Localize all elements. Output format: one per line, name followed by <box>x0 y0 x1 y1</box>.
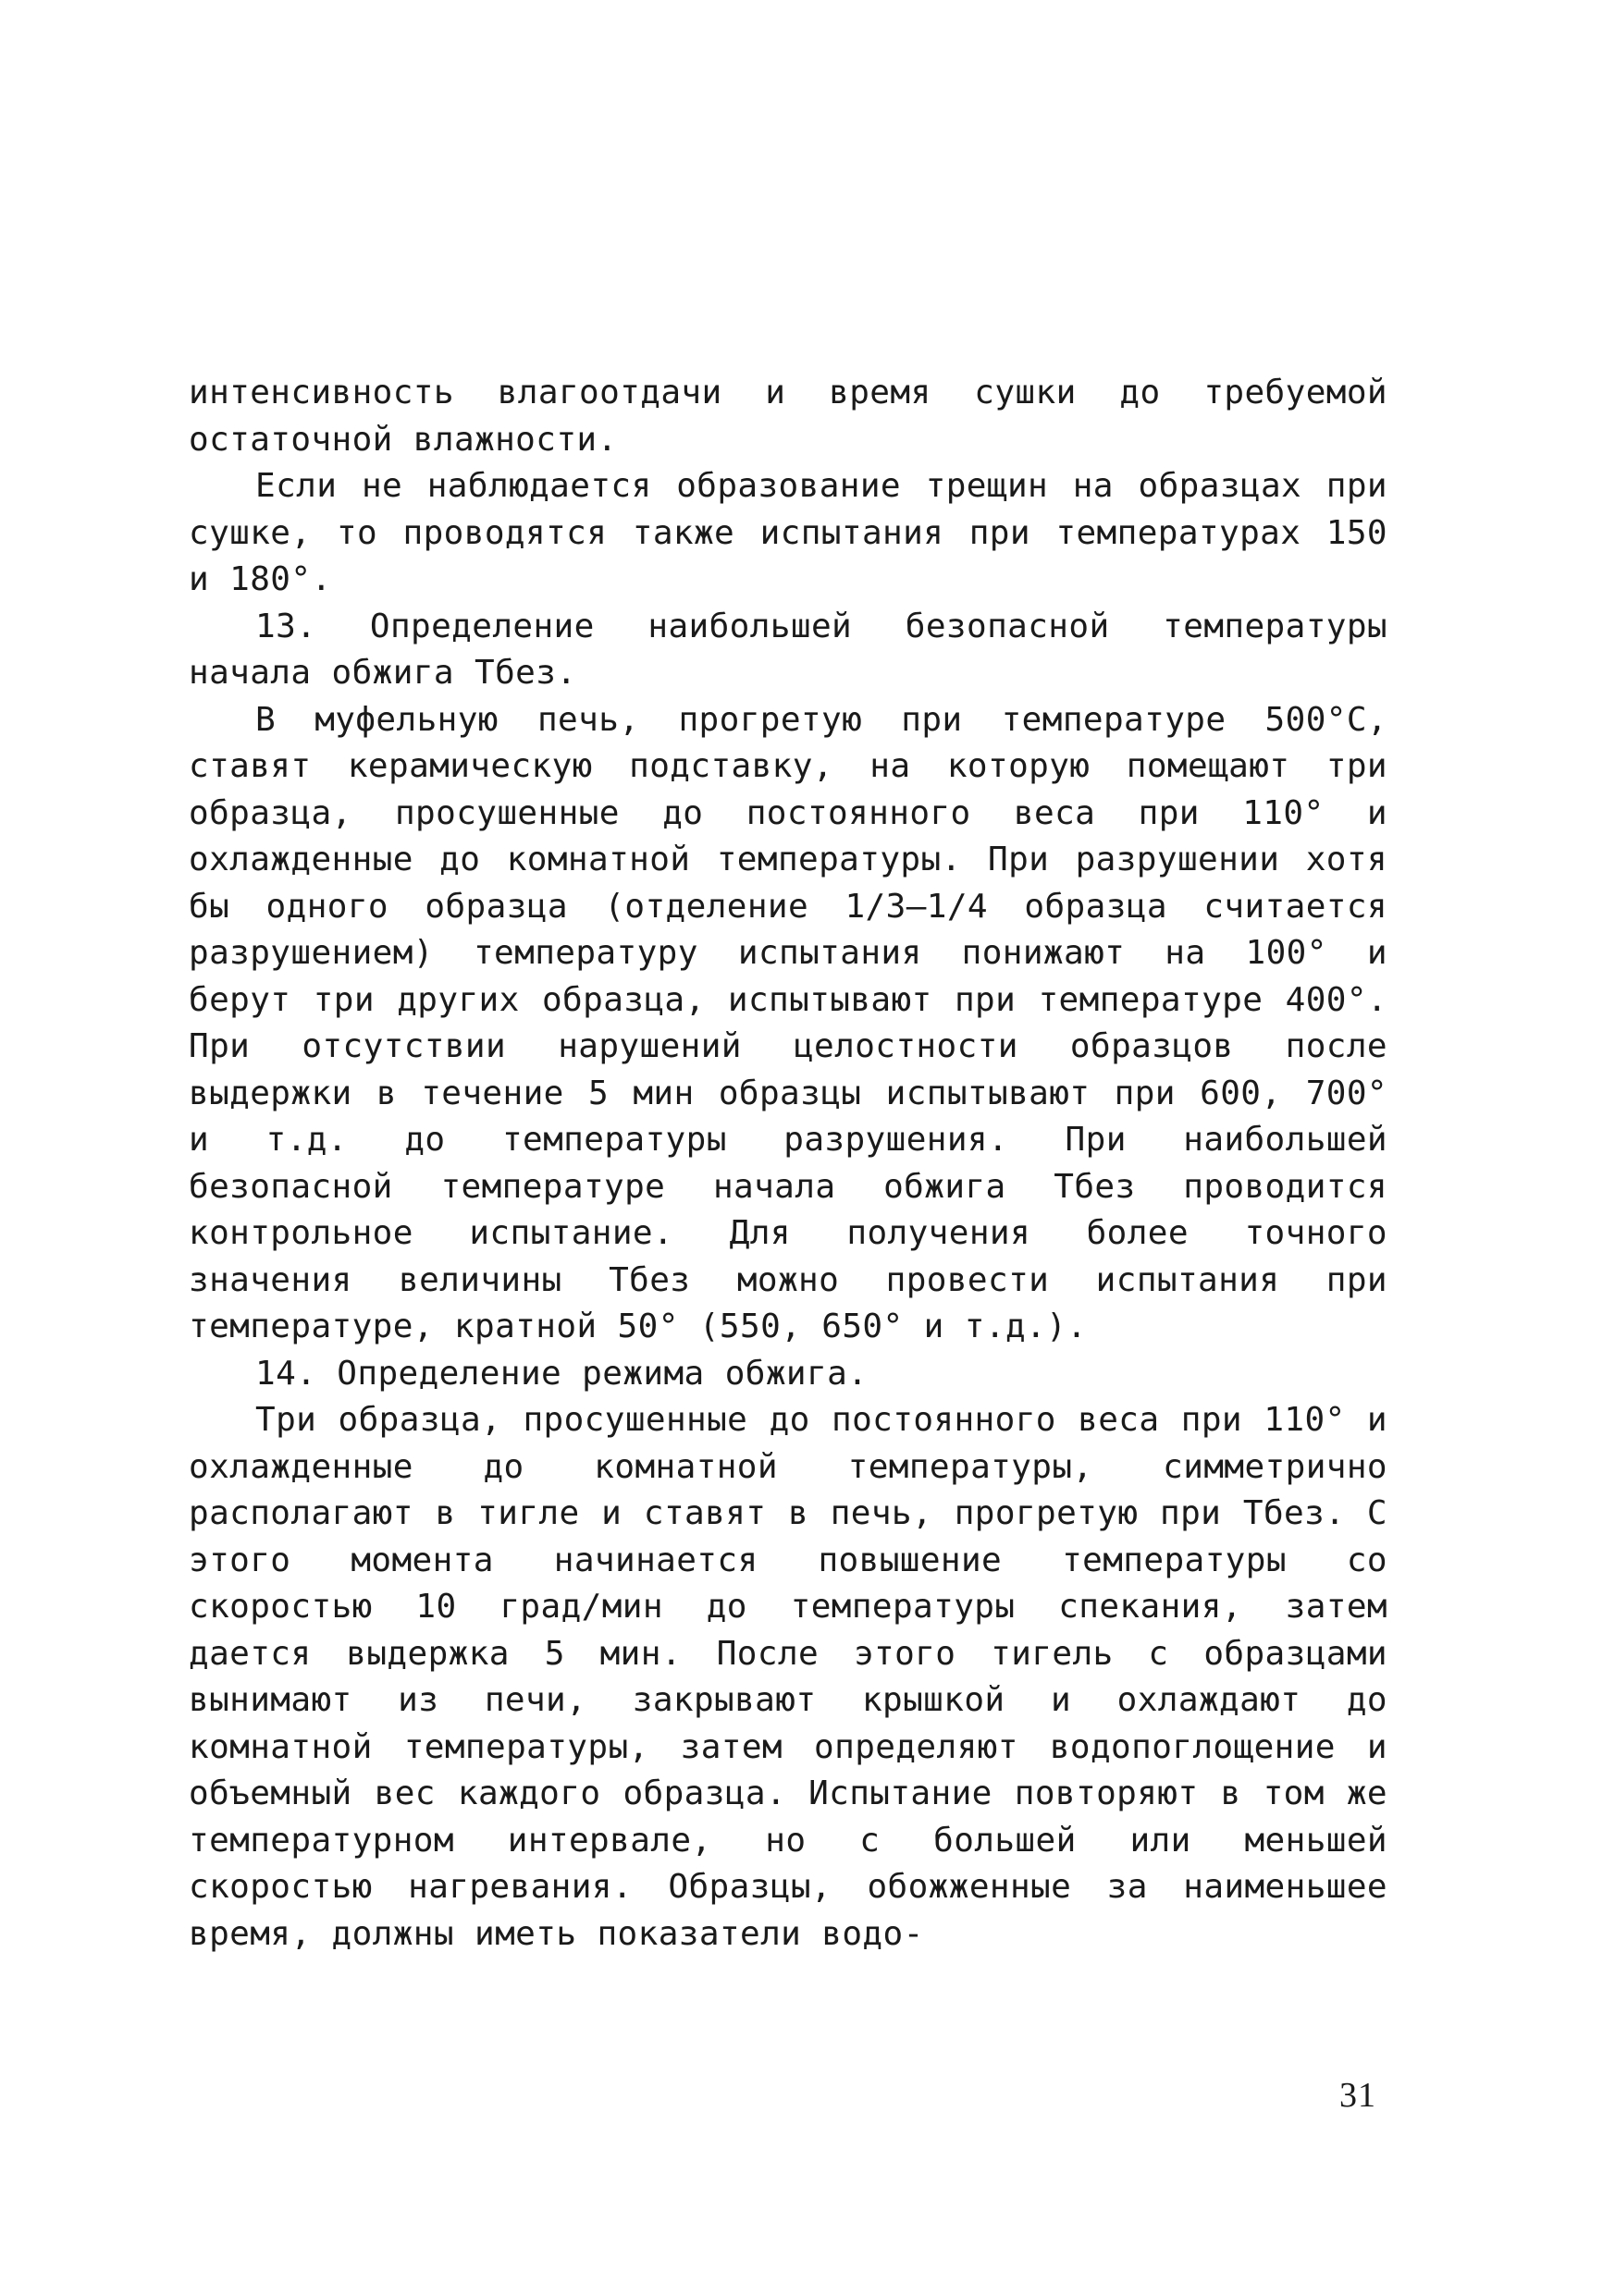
paragraph-muffle-furnace-test: В муфельную печь, прогретую при температуре 500°С, ставят керамическую подставку, на которую помещают три образца, просушенные до постоянного веса при 110° и охлажденные до комнатной температуры. При разрушении хотя бы одного образца (отделение 1/3–1/4 образца считается разрушением) температуру испытания понижают на 100° и берут три других образца, испытывают при температуре 400°. При отсутствии нарушений целостности образцов после выдержки в течение 5 мин образцы испытывают при 600, 700° и т.д. до температуры разрушения. При наибольшей безопасной температуре начала обжига Тбез проводится контрольное испытание. Для получения более точного значения величины Тбез можно провести испытания при температуре, кратной 50° (550, 650° и т.д.). <box>189 700 1387 1345</box>
paragraph-firing-mode: Три образца, просушенные до постоянного веса при 110° и охлажденные до комнатной температуры, симметрично располагают в тигле и ставят в печь, прогретую при Тбез. С этого момента начинается повышение температуры со скоростью 10 град/мин до температуры спекания, затем дается выдержка 5 мин. После этого тигель с образцами вынимают из печи, закрывают крышкой и охлаждают до комнатной температуры, затем определяют водопоглощение и объемный вес каждого образца. Испытание повторяют в том же температурном интервале, но с большей или меньшей скоростью нагревания. Образцы, обожженные за наименьшее время, должны иметь показатели водо- <box>189 1401 1387 1953</box>
page-number: 31 <box>1339 2076 1376 2115</box>
text-body <box>189 370 1387 1958</box>
paragraph-drying-cracks: Если не наблюдается образование трещин на образцах при сушке, то проводятся также испытания при температурах 150 и 180°. <box>189 467 1387 598</box>
section-heading-14: 14. Определение режима обжига. <box>255 1354 869 1393</box>
section-heading-13: 13. Определение наибольшей безопасной температуры начала обжига Тбез. <box>189 607 1387 692</box>
paragraph-continuation: интенсивность влагоотдачи и время сушки до требуемой остаточной влажности. <box>189 374 1387 459</box>
